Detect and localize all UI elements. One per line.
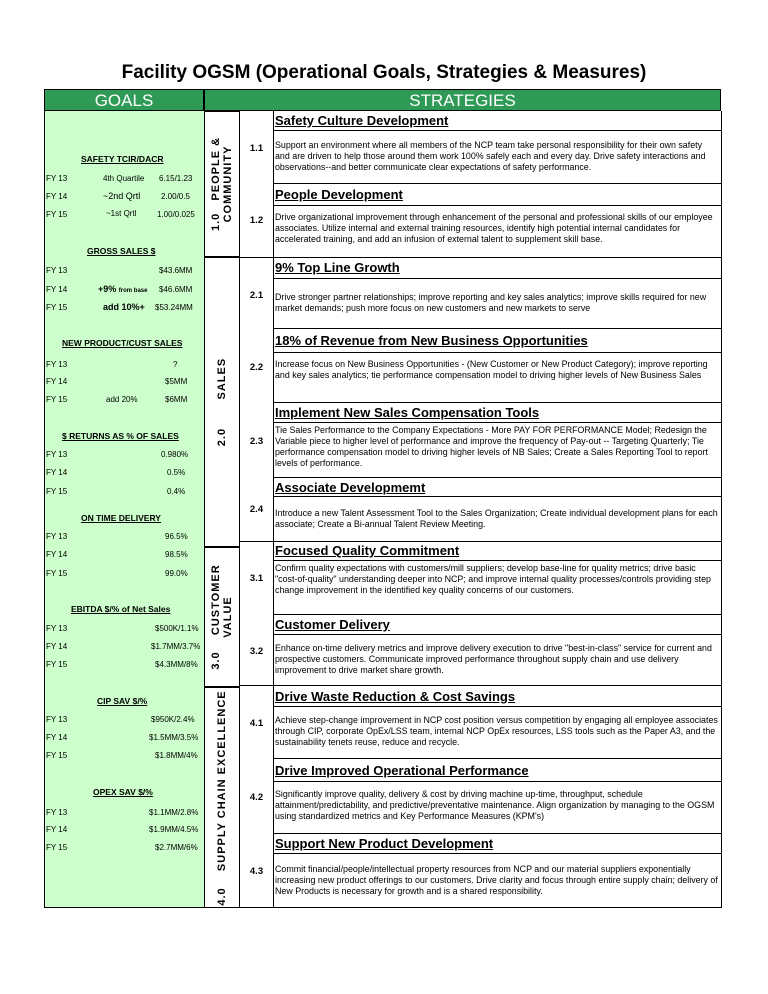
strategy-title: 9% Top Line Growth bbox=[275, 260, 400, 275]
strategy-number: 4.3 bbox=[249, 866, 264, 877]
strategy-description: Significantly improve quality, delivery & cost by driving machine up-time, throughput, schedule attainment/predictability, and predictive/preventative maintenance. Align organization by managing to the OGSM using standardized metrics and Key Performance Measures (KPM's) bbox=[275, 789, 715, 821]
divider bbox=[273, 706, 721, 707]
goal-fy: FY 15 bbox=[46, 395, 68, 404]
divider bbox=[273, 328, 721, 329]
divider bbox=[240, 541, 721, 542]
strategy-title: Support New Product Development bbox=[275, 836, 494, 851]
goal-fy: FY 13 bbox=[46, 532, 68, 541]
area-name: COMMUNITY bbox=[222, 145, 234, 223]
goals-header: GOALS bbox=[44, 89, 204, 111]
area-number: 2.0 bbox=[216, 427, 228, 447]
goal-value: $1.8MM/4% bbox=[155, 751, 198, 760]
goal-title: GROSS SALES $ bbox=[87, 246, 156, 256]
divider bbox=[273, 758, 721, 759]
divider bbox=[240, 685, 721, 686]
area-name: PEOPLE & bbox=[210, 136, 222, 201]
divider bbox=[240, 257, 721, 258]
divider bbox=[273, 422, 721, 423]
strategy-number: 3.1 bbox=[249, 573, 264, 584]
strategy-title: Implement New Sales Compensation Tools bbox=[275, 405, 540, 420]
strategy-number: 3.2 bbox=[249, 646, 264, 657]
goal-value: $1.7MM/3.7% bbox=[151, 642, 201, 651]
divider bbox=[273, 402, 721, 403]
goal-fy: FY 13 bbox=[46, 715, 68, 724]
area-number: 3.0 bbox=[210, 651, 222, 670]
goal-value: $2.7MM/6% bbox=[155, 843, 198, 852]
goal-title: $ RETURNS AS % OF SALES bbox=[62, 431, 179, 441]
goal-fy: FY 14 bbox=[46, 285, 68, 294]
strategy-description: Confirm quality expectations with customers/mill suppliers; develop base-line for quality metrics; drive basic "cost-of-quality" understanding deeper into NCP; and improve internal quality processes/controls providing step change improvement in the identified key quality concerns of our customers. bbox=[275, 563, 711, 595]
strategy-title: People Development bbox=[275, 187, 403, 202]
goal-fy: FY 14 bbox=[46, 377, 68, 386]
strategy-title: Associate Developmemt bbox=[275, 480, 426, 495]
goal-target-note: from base bbox=[118, 288, 148, 294]
area-name: SALES bbox=[216, 357, 228, 400]
goal-value: $53.24MM bbox=[155, 303, 193, 312]
goal-fy: FY 15 bbox=[46, 487, 68, 496]
goal-title: EBITDA $/% of Net Sales bbox=[71, 604, 171, 614]
goal-value: 6.15/1.23 bbox=[159, 174, 193, 183]
strategy-title: Drive Waste Reduction & Cost Savings bbox=[275, 689, 516, 704]
goal-fy: FY 13 bbox=[46, 174, 68, 183]
goal-value: $5MM bbox=[165, 377, 188, 386]
goal-fy: FY 14 bbox=[46, 468, 68, 477]
goal-fy: FY 15 bbox=[46, 303, 68, 312]
strategy-number: 2.2 bbox=[249, 362, 264, 373]
strategy-title: Focused Quality Commitment bbox=[275, 543, 460, 558]
goal-fy: FY 15 bbox=[46, 751, 68, 760]
goal-target: 4th Quartile bbox=[103, 174, 145, 183]
goal-title: OPEX SAV $/% bbox=[93, 787, 153, 797]
goal-target: ~2nd Qrtl bbox=[103, 191, 141, 201]
area-name: CUSTOMER bbox=[210, 564, 222, 636]
goal-value: 1.00/0.025 bbox=[157, 210, 195, 219]
strategy-number: 1.1 bbox=[249, 143, 264, 154]
divider bbox=[273, 496, 721, 497]
goal-fy: FY 15 bbox=[46, 569, 68, 578]
strategy-title: Customer Delivery bbox=[275, 617, 390, 632]
divider bbox=[273, 560, 721, 561]
strategy-number: 2.1 bbox=[249, 290, 264, 301]
strategy-description: Commit financial/people/intellectual property resources from NCP and our material suppliers exponentially increasing new product offerings to our customers. Drive clarity and focus through entire supply chain; delivery of New Products is necessary for growth and is a shared responsibility. bbox=[275, 864, 718, 896]
strategy-number: 4.2 bbox=[249, 792, 264, 803]
goal-target: ~1st Qrtl bbox=[106, 209, 137, 218]
strategy-number: 4.1 bbox=[249, 718, 264, 729]
goal-value: $500K/1.1% bbox=[155, 624, 199, 633]
goal-value: $6MM bbox=[165, 395, 188, 404]
area-number: 1.0 bbox=[210, 212, 222, 232]
goal-fy: FY 13 bbox=[46, 266, 68, 275]
divider bbox=[273, 614, 721, 615]
divider bbox=[273, 130, 721, 131]
divider bbox=[273, 781, 721, 782]
goal-value: $1.9MM/4.5% bbox=[149, 825, 199, 834]
divider bbox=[273, 634, 721, 635]
divider bbox=[273, 477, 721, 478]
goal-fy: FY 14 bbox=[46, 825, 68, 834]
page-title: Facility OGSM (Operational Goals, Strategies & Measures) bbox=[121, 62, 647, 83]
divider bbox=[273, 352, 721, 353]
goal-value: 0.5% bbox=[167, 468, 186, 477]
goal-fy: FY 13 bbox=[46, 360, 68, 369]
goal-fy: FY 13 bbox=[46, 450, 68, 459]
goal-title: ON TIME DELIVERY bbox=[81, 513, 161, 523]
strategy-description: Introduce a new Talent Assessment Tool to the Sales Organization; Create individual development plans for each associate; Create a Bi-annual Talent Review Meeting. bbox=[275, 508, 718, 529]
divider bbox=[240, 907, 721, 908]
goal-title: NEW PRODUCT/CUST SALES bbox=[62, 338, 183, 348]
goal-value: $950K/2.4% bbox=[151, 715, 195, 724]
strategy-description: Tie Sales Performance to the Company Expectations - More PAY FOR PERFORMANCE Model; Redesign the Variable piece to higher level of performance and improve the frequency of Pay-out -- Targeting Quarterly; Tie performance compensation model to driving higher levels of NB Sales; Create a Sales Reporting Tool to report levels of performance. bbox=[275, 425, 708, 468]
goal-value: $4.3MM/8% bbox=[155, 660, 198, 669]
goal-value: 0.980% bbox=[161, 450, 189, 459]
area-people-community bbox=[204, 111, 240, 257]
goal-value: 2.00/0.5 bbox=[161, 192, 190, 201]
goal-fy: FY 15 bbox=[46, 843, 68, 852]
divider bbox=[273, 833, 721, 834]
goal-target: add 10%+ bbox=[103, 302, 145, 312]
goal-value: 99.0% bbox=[165, 569, 188, 578]
goal-fy: FY 14 bbox=[46, 192, 68, 201]
strategy-description: Drive organizational improvement through enhancement of the personal and professional skills of our employee associates. Utilize internal and external training resources, identify high potential internal candidates for accelerated training, and add an infusion of external talent to supplement skill base. bbox=[275, 212, 713, 244]
area-sales bbox=[204, 257, 240, 547]
goal-value: 96.5% bbox=[165, 532, 188, 541]
goal-value: $43.6MM bbox=[159, 266, 193, 275]
strategy-description: Enhance on-time delivery metrics and improve delivery execution to drive "best-in-class" service for current and prospective customers. Communicate improved performance throughout supply chain and use delivery improvement to drive market share growth. bbox=[275, 643, 712, 675]
area-name: VALUE bbox=[222, 596, 234, 638]
divider bbox=[273, 183, 721, 184]
goal-title: CIP SAV $/% bbox=[97, 696, 148, 706]
goal-target-value: +9% bbox=[98, 284, 117, 294]
strategy-description: Drive stronger partner relationships; improve reporting and key sales analytics; improve skills required for new market demands; push more focus on new customers and new markets to serve bbox=[275, 292, 707, 313]
area-number: 4.0 bbox=[216, 886, 228, 906]
goal-value: ? bbox=[173, 360, 178, 369]
goal-value: $1.1MM/2.8% bbox=[149, 808, 199, 817]
goal-fy: FY 14 bbox=[46, 733, 68, 742]
goal-fy: FY 15 bbox=[46, 210, 68, 219]
goal-value: $46.6MM bbox=[159, 285, 193, 294]
strategy-description: Achieve step-change improvement in NCP cost position versus competition by engaging all employee associates through CIP, corporate OpEx/LSS team, internal NCP OpEx resources, LSS tools such as the Paper A3, and the sustainability tenets reuse, reduce and recycle. bbox=[275, 715, 718, 747]
goal-fy: FY 13 bbox=[46, 624, 68, 633]
goal-value: $1.5MM/3.5% bbox=[149, 733, 199, 742]
strategy-number: 2.3 bbox=[249, 436, 264, 447]
goal-value: 98.5% bbox=[165, 550, 188, 559]
strategy-title: 18% of Revenue from New Business Opportunities bbox=[275, 333, 588, 348]
strategy-description: Support an environment where all members of the NCP team take personal responsibility for their own safety and are driven to help those around them work 100% safely each and every day. Drive safety interactions and observations--and better communicate clear expectations of safety performance. bbox=[275, 140, 706, 172]
strategy-number: 1.2 bbox=[249, 215, 264, 226]
strategy-description: Increase focus on New Business Opportunities - (New Customer or New Product Category); improve reporting and key sales analytics; tie performance compensation model to driving higher levels of New Business Sales bbox=[275, 359, 708, 380]
strategic-areas bbox=[204, 111, 240, 908]
goal-target: add 20% bbox=[106, 395, 138, 404]
area-supply-chain bbox=[204, 687, 240, 908]
goal-target bbox=[98, 284, 147, 294]
divider bbox=[273, 853, 721, 854]
divider bbox=[273, 205, 721, 206]
strategy-title: Safety Culture Development bbox=[275, 113, 449, 128]
goal-title: SAFETY TCIR/DACR bbox=[81, 154, 164, 164]
strategy-title: Drive Improved Operational Performance bbox=[275, 763, 529, 778]
strategies-header: STRATEGIES bbox=[204, 89, 721, 111]
goal-fy: FY 14 bbox=[46, 550, 68, 559]
strategy-number: 2.4 bbox=[249, 504, 264, 515]
goal-fy: FY 13 bbox=[46, 808, 68, 817]
goal-fy: FY 15 bbox=[46, 660, 68, 669]
goal-fy: FY 14 bbox=[46, 642, 68, 651]
area-name: SUPPLY CHAIN EXCELLENCE bbox=[216, 689, 228, 871]
area-customer-value bbox=[204, 547, 240, 687]
divider bbox=[273, 278, 721, 279]
goal-value: 0.4% bbox=[167, 487, 186, 496]
